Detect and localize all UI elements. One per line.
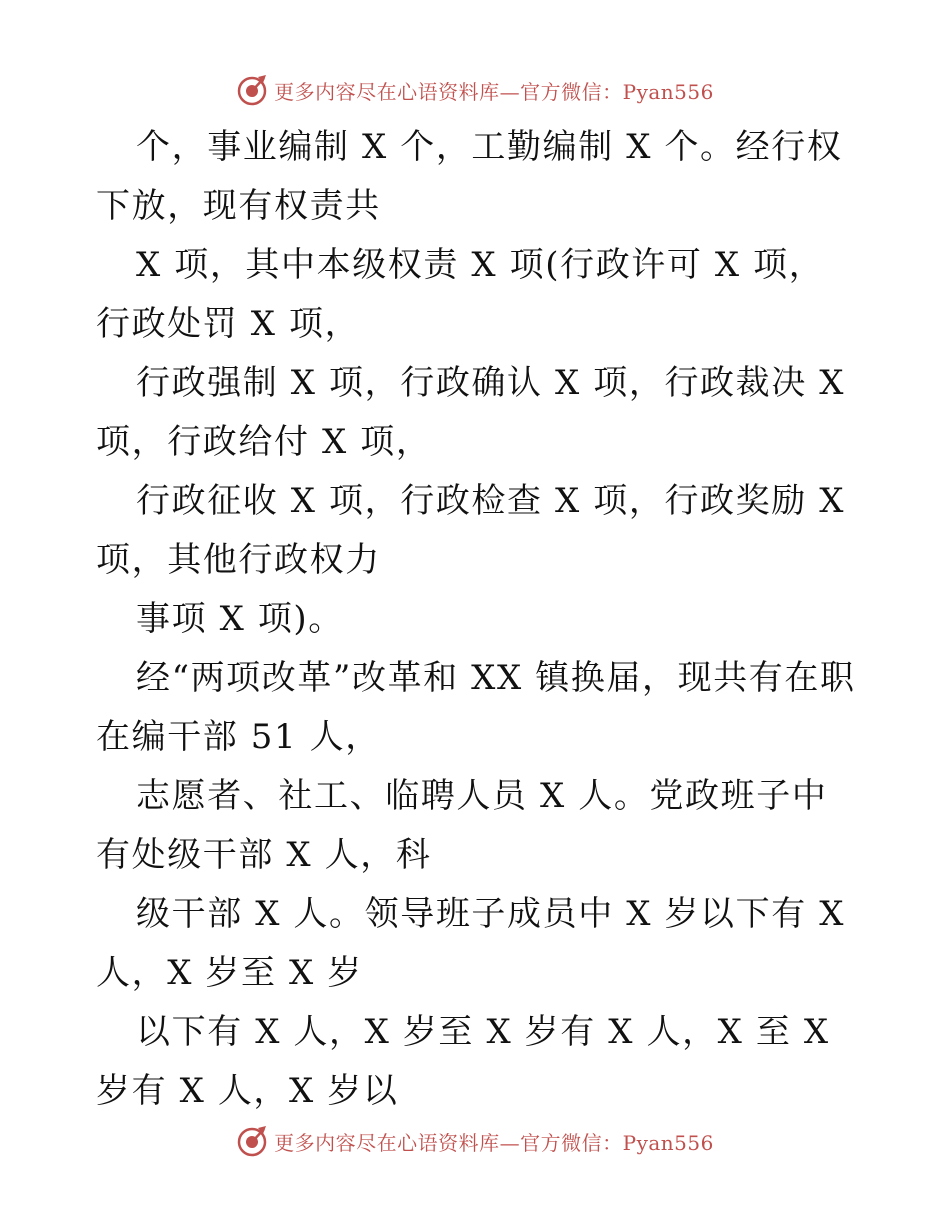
paragraph: X 项，其中本级权责 X 项(行政许可 X 项，行政处罚 X 项， bbox=[96, 245, 825, 344]
paragraph: 志愿者、社工、临聘人员 X 人。党政班子中有处级干部 X 人，科 bbox=[96, 776, 828, 875]
paragraph: 个，事业编制 X 个，工勤编制 X 个。经行权下放，现有权责共 bbox=[96, 127, 843, 226]
document-body bbox=[96, 118, 856, 1121]
paragraph: 经“两项改革”改革和 XX 镇换届，现共有在职在编干部 51 人， bbox=[96, 658, 856, 757]
header-banner-text: 更多内容尽在心语资料库—官方微信：Pyan556 bbox=[274, 79, 714, 104]
paragraph: 级干部 X 人。领导班子成员中 X 岁以下有 X 人，X 岁至 X 岁 bbox=[96, 894, 846, 993]
paragraph: 行政强制 X 项，行政确认 X 项，行政裁决 X 项，行政给付 X 项， bbox=[96, 363, 846, 462]
footer-banner-text: 更多内容尽在心语资料库—官方微信：Pyan556 bbox=[274, 1130, 714, 1155]
paragraph: 行政征收 X 项，行政检查 X 项，行政奖励 X 项，其他行政权力 bbox=[96, 481, 846, 580]
brand-logo-icon bbox=[236, 1124, 270, 1158]
footer-banner bbox=[0, 1121, 950, 1161]
brand-logo-icon bbox=[236, 73, 270, 107]
paragraph: 事项 X 项)。 bbox=[136, 599, 344, 639]
header-banner bbox=[0, 70, 950, 110]
paragraph: 以下有 X 人，X 岁至 X 岁有 X 人，X 至 X 岁有 X 人，X 岁以 bbox=[96, 1012, 830, 1111]
